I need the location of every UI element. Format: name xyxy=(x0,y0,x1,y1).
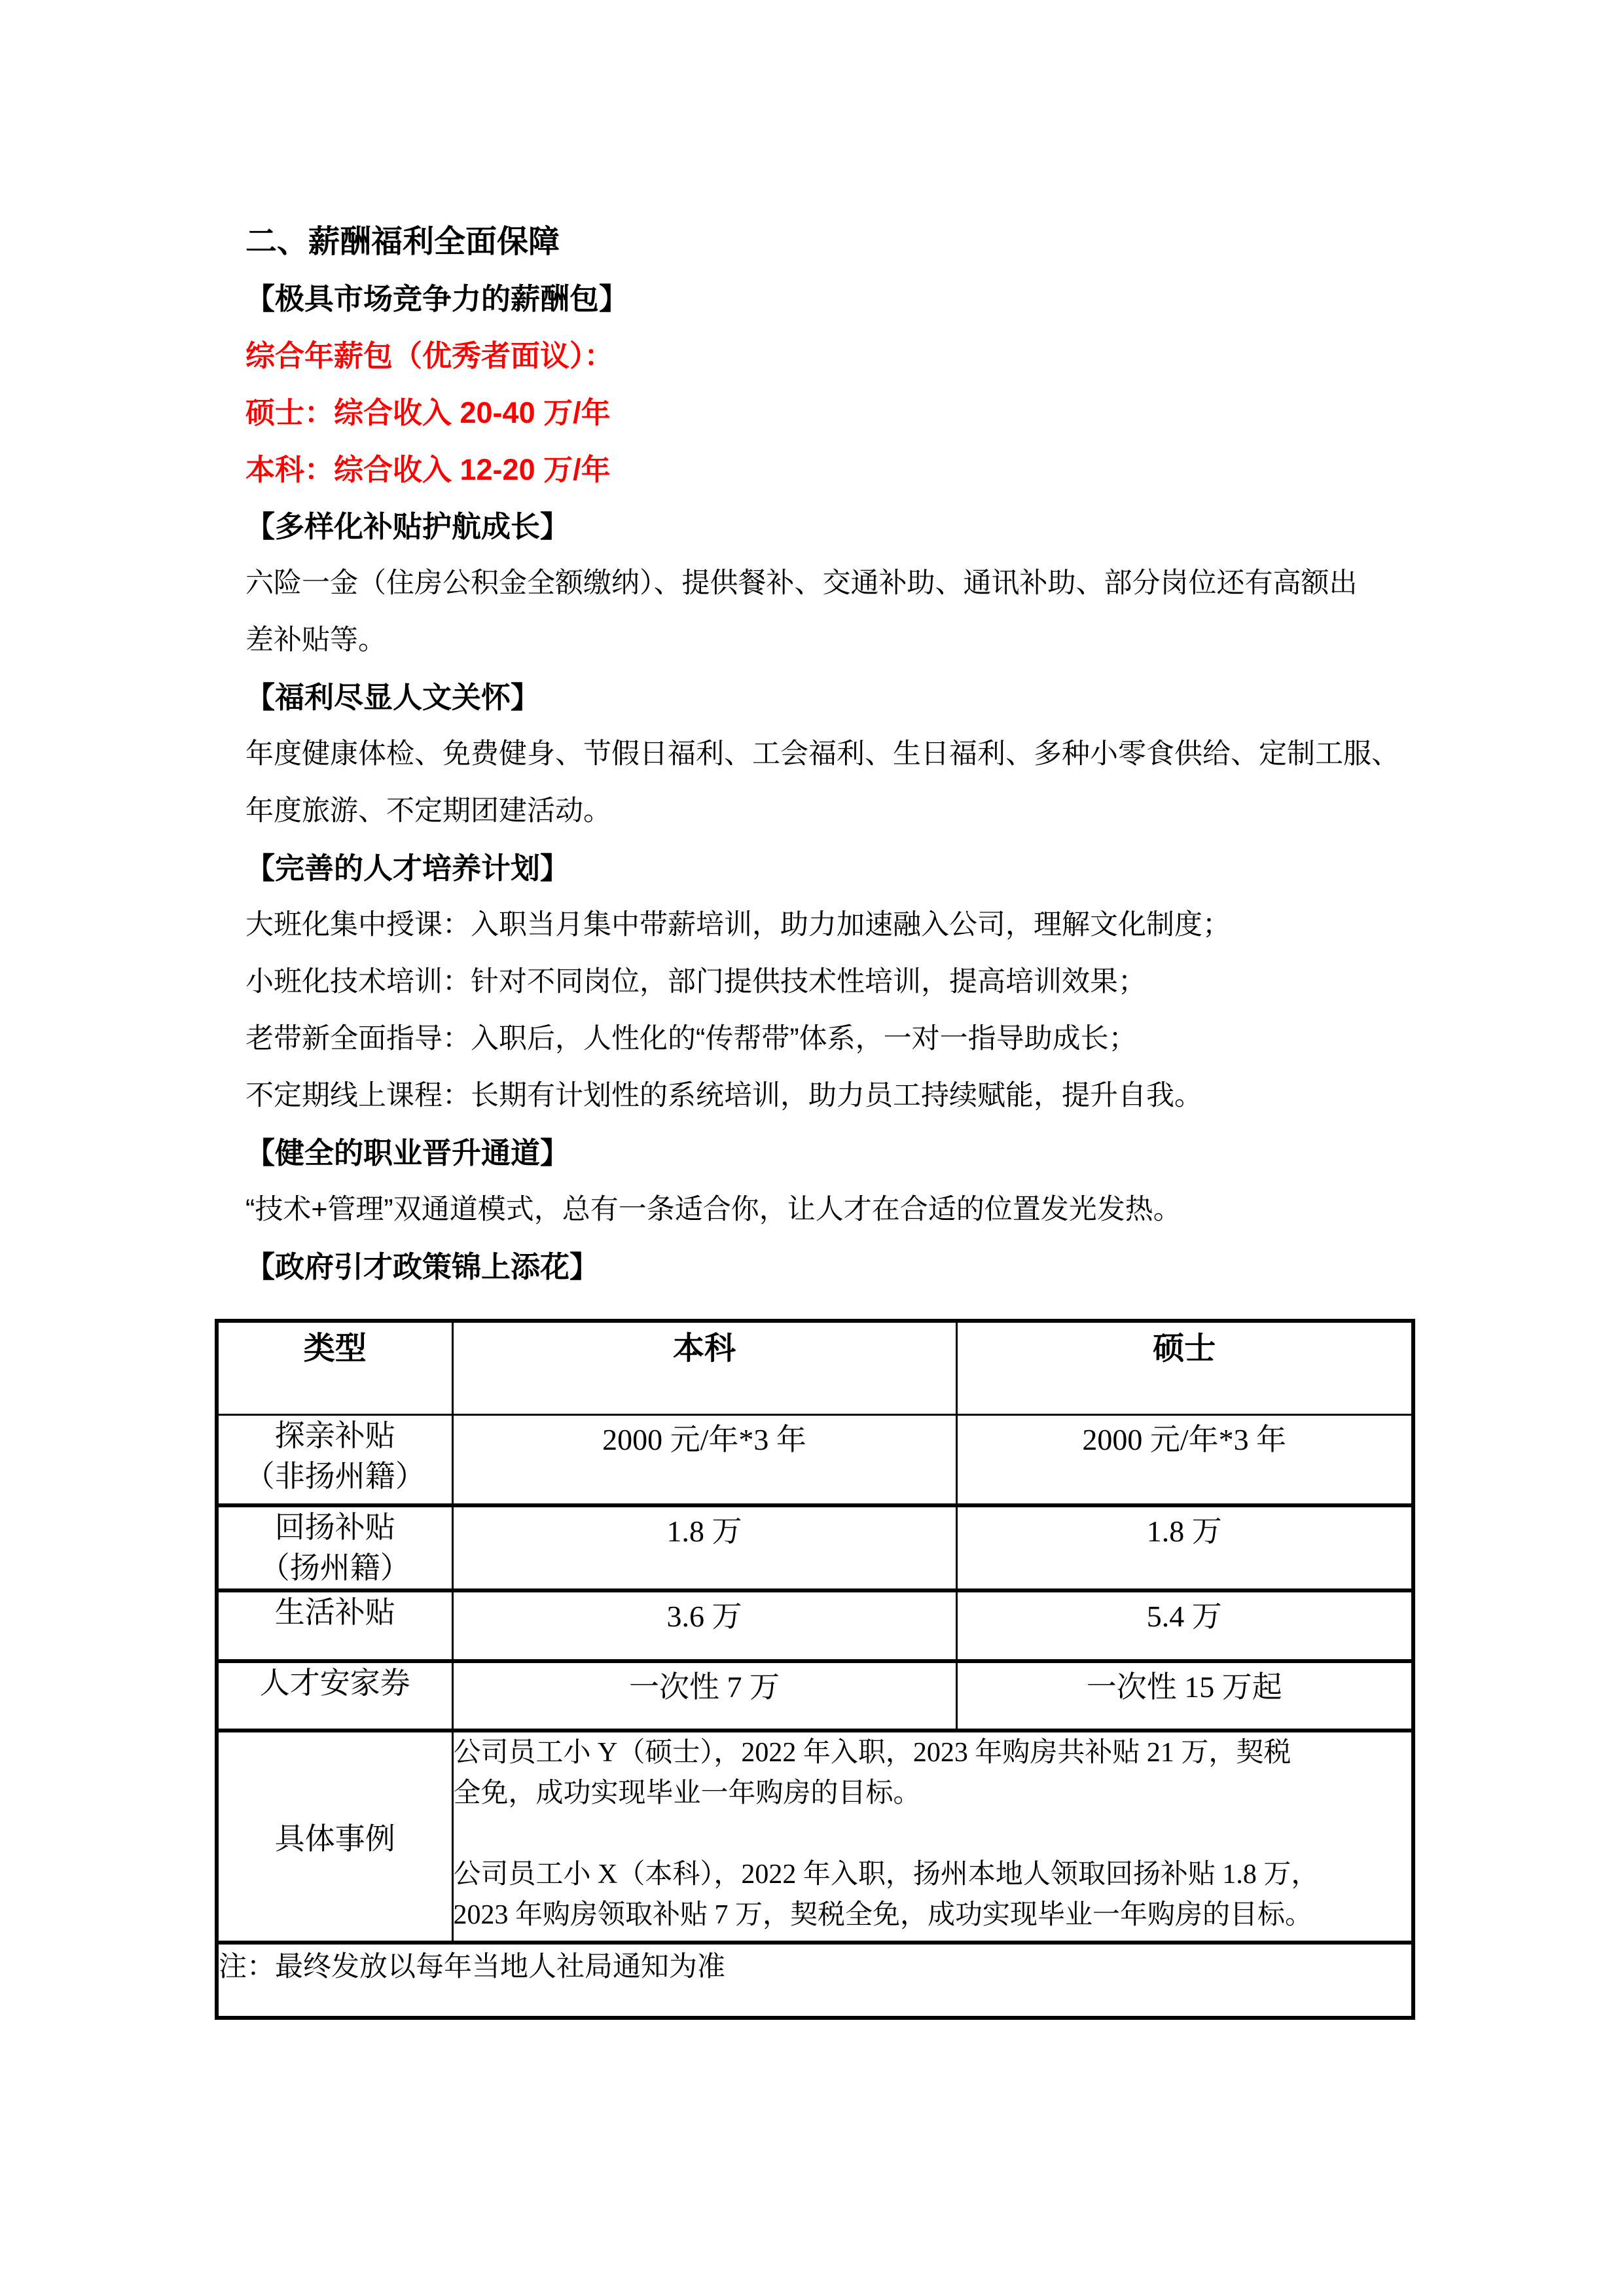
bracket-header-training: 【完善的人才培养计划】 xyxy=(245,852,570,885)
row-label-line: 人才安家券 xyxy=(259,1666,410,1700)
row-label-visit-subsidy xyxy=(217,1414,452,1505)
table-header-row xyxy=(217,1321,1413,1414)
table-row-case-examples xyxy=(217,1731,1413,1943)
promotion-paragraph: “技术+管理”双通道模式，总有一条适合你，让人才在合适的位置发光发热。 xyxy=(245,1194,1182,1225)
bracket-header-gov-policy: 【政府引才政策锦上添花】 xyxy=(245,1250,600,1283)
cell-settlement-master: 一次性 15 万起 xyxy=(956,1661,1413,1731)
case-line-blank xyxy=(454,1814,1412,1854)
table-header-bachelor: 本科 xyxy=(452,1321,956,1414)
row-label-line: （扬州籍） xyxy=(259,1551,410,1585)
cell-return-master: 1.8 万 xyxy=(956,1505,1413,1590)
section-heading: 二、薪酬福利全面保障 xyxy=(245,224,560,259)
table-row-living-subsidy xyxy=(217,1590,1413,1661)
case-line-1: 公司员工小 Y（硕士），2022 年入职，2023 年购房共补贴 21 万，契税 xyxy=(453,1738,1291,1768)
case-line-3: 公司员工小 X（本科），2022 年入职，扬州本地人领取回扬补贴 1.8 万， xyxy=(453,1859,1319,1890)
cell-case-examples xyxy=(452,1731,1413,1943)
subsidies-paragraph-line-2: 差补贴等。 xyxy=(245,624,386,656)
row-label-line: 回扬补贴 xyxy=(274,1511,395,1544)
cell-living-bachelor: 3.6 万 xyxy=(452,1590,956,1661)
table-row-return-subsidy xyxy=(217,1505,1413,1590)
row-label-case-examples: 具体事例 xyxy=(217,1731,452,1943)
subsidies-paragraph-line-1: 六险一金（住房公积金全额缴纳）、提供餐补、交通补助、通讯补助、部分岗位还有高额出 xyxy=(245,567,1358,599)
table-row-settlement-voucher xyxy=(217,1661,1413,1731)
table-row-visit-subsidy xyxy=(217,1414,1413,1505)
salary-line-master: 硕士：综合收入 20-40 万/年 xyxy=(245,396,611,429)
bracket-header-subsidies: 【多样化补贴护航成长】 xyxy=(245,510,570,543)
cell-visit-master: 2000 元/年*3 年 xyxy=(956,1414,1413,1505)
benefits-table-wrapper xyxy=(215,1319,1415,2020)
row-label-settlement-voucher xyxy=(217,1661,452,1731)
bracket-header-promotion: 【健全的职业晋升通道】 xyxy=(245,1136,570,1170)
training-line-1: 大班化集中授课：入职当月集中带薪培训，助力加速融入公司，理解文化制度； xyxy=(245,909,1231,941)
welfare-paragraph-line-1: 年度健康体检、免费健身、节假日福利、工会福利、生日福利、多种小零食供给、定制工服、 xyxy=(245,738,1399,770)
row-label-living-subsidy xyxy=(217,1590,452,1661)
training-line-2: 小班化技术培训：针对不同岗位，部门提供技术性培训，提高培训效果； xyxy=(245,966,1146,997)
benefits-table xyxy=(215,1319,1415,2020)
table-note: 注：最终发放以每年当地人社局通知为准 xyxy=(217,1943,1413,2018)
case-line-2: 全免，成功实现毕业一年购房的目标。 xyxy=(453,1778,921,1808)
row-label-line: 生活补贴 xyxy=(274,1596,395,1629)
row-label-line: （非扬州籍） xyxy=(244,1459,425,1493)
salary-line-bachelor: 本科：综合收入 12-20 万/年 xyxy=(245,453,611,486)
row-label-line: 探亲补贴 xyxy=(274,1418,395,1452)
table-row-note xyxy=(217,1943,1413,2018)
cell-visit-bachelor: 2000 元/年*3 年 xyxy=(452,1414,956,1505)
welfare-paragraph-line-2: 年度旅游、不定期团建活动。 xyxy=(245,795,611,827)
training-line-3: 老带新全面指导：入职后，人性化的“传帮带”体系，一对一指导助成长； xyxy=(245,1023,1137,1054)
table-header-master: 硕士 xyxy=(956,1321,1413,1414)
bracket-header-welfare: 【福利尽显人文关怀】 xyxy=(245,681,541,714)
bracket-header-salary: 【极具市场竞争力的薪酬包】 xyxy=(245,282,629,315)
table-header-type: 类型 xyxy=(217,1321,452,1414)
row-label-return-subsidy xyxy=(217,1505,452,1590)
cell-living-master: 5.4 万 xyxy=(956,1590,1413,1661)
document-text-block xyxy=(245,213,1399,1295)
cell-return-bachelor: 1.8 万 xyxy=(452,1505,956,1590)
cell-settlement-bachelor: 一次性 7 万 xyxy=(452,1661,956,1731)
salary-line-overview: 综合年薪包（优秀者面议）： xyxy=(245,339,614,372)
case-line-4: 2023 年购房领取补贴 7 万，契税全免，成功实现毕业一年购房的目标。 xyxy=(453,1900,1313,1930)
training-line-4: 不定期线上课程：长期有计划性的系统培训，助力员工持续赋能，提升自我。 xyxy=(245,1080,1202,1111)
